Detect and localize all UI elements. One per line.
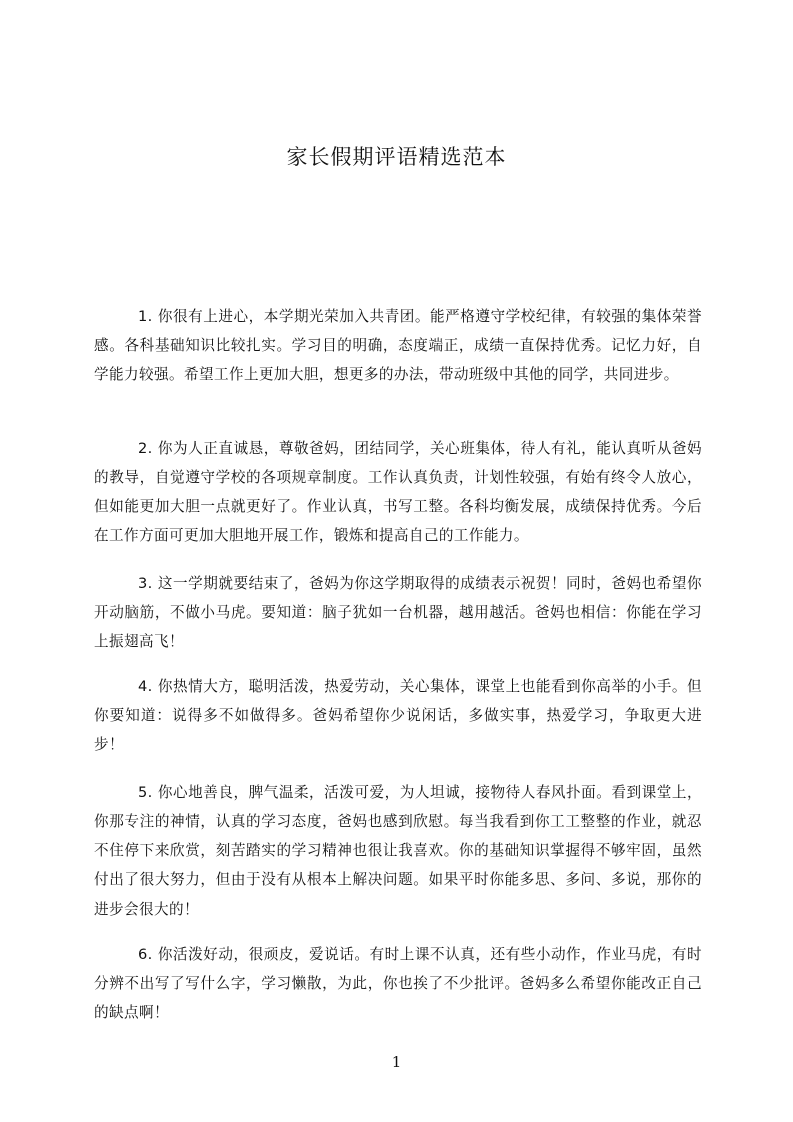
- comment-paragraph-1: 1. 你很有上进心，本学期光荣加入共青团。能严格遵守学校纪律，有较强的集体荣誉感。各科基础知识比较扎实。学习目的明确，态度端正，成绩一直保持优秀。记忆力好，自学能力较强。希望工作上更加大胆，想更多的办法，带动班级中其他的同学，共同进步。: [94, 307, 702, 384]
- comment-paragraph-6: 6. 你活泼好动，很顽皮，爱说话。有时上课不认真，还有些小动作，作业马虎，有时分辨不出写了写什么字，学习懒散，为此，你也挨了不少批评。爸妈多么希望你能改正自己的缺点啊！: [94, 945, 702, 1022]
- page-number: 1: [391, 1053, 402, 1071]
- comment-paragraph-3: 3. 这一学期就要结束了，爸妈为你这学期取得的成绩表示祝贺！同时，爸妈也希望你开动脑筋，不做小马虎。要知道：脑子犹如一台机器，越用越活。爸妈也相信：你能在学习上振翅高飞！: [94, 574, 702, 651]
- page-title: 家长假期评语精选范本: [286, 145, 507, 169]
- comment-paragraph-2: 2. 你为人正直诚恳，尊敬爸妈，团结同学，关心班集体，待人有礼，能认真听从爸妈的教导，自觉遵守学校的各项规章制度。工作认真负责，计划性较强，有始有终令人放心，但如能更加大胆一点就更好了。作业认真，书写工整。各科均衡发展，成绩保持优秀。今后在工作方面可更加大胆地开展工作，锻炼和提高自己的工作能力。: [94, 439, 702, 545]
- comment-paragraph-5: 5. 你心地善良，脾气温柔，活泼可爱，为人坦诚，接物待人春风扑面。看到课堂上，你那专注的神情，认真的学习态度，爸妈也感到欣慰。每当我看到你工工整整的作业，就忍不住停下来欣赏，刻苦踏实的学习精神也很让我喜欢。你的基础知识掌握得不够牢固，虽然付出了很大努力，但由于没有从根本上解决问题。如果平时你能多思、多问、多说，那你的进步会很大的！: [94, 783, 702, 918]
- comment-paragraph-4: 4. 你热情大方，聪明活泼，热爱劳动，关心集体，课堂上也能看到你高举的小手。但你要知道：说得多不如做得多。爸妈希望你少说闲话，多做实事，热爱学习，争取更大进步！: [94, 677, 702, 754]
